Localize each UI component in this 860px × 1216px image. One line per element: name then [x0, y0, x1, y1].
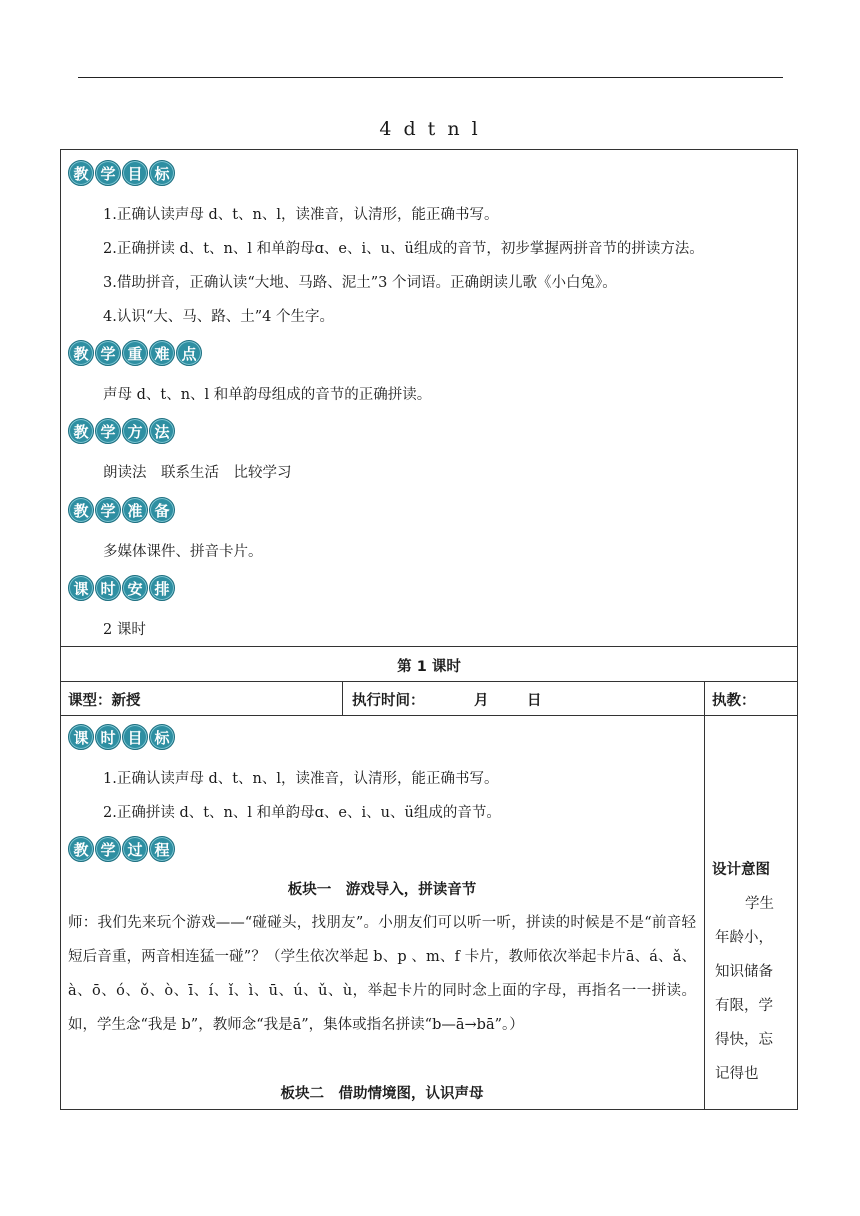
execution-time-label: 执行时间： — [352, 693, 425, 709]
goal-item: 4.认识“大、马、路、土”4 个生字。 — [103, 309, 334, 325]
heading-badge-char: 标 — [149, 160, 175, 186]
heading-badge-char: 教 — [68, 497, 94, 523]
heading-badge-char: 难 — [149, 340, 175, 366]
preparation-text: 多媒体课件、拼音卡片。 — [103, 544, 263, 560]
section-one-title: 板块一 游戏导入，拼读音节 — [287, 882, 477, 898]
lesson-goal-item: 1.正确认读声母 d、t、n、l，读准音，认清形，能正确书写。 — [103, 771, 499, 787]
heading-badge-char: 教 — [68, 340, 94, 366]
heading-badge-char: 时 — [95, 724, 121, 750]
lesson-goal-item: 2.正确拼读 d、t、n、l 和单韵母ɑ、e、i、u、ü组成的音节。 — [103, 805, 501, 821]
info-cell-divider — [342, 681, 343, 716]
heading-badge-char: 课 — [68, 575, 94, 601]
heading-badge-char: 法 — [149, 418, 175, 444]
heading-badge-char: 时 — [95, 575, 121, 601]
goal-item: 2.正确拼读 d、t、n、l 和单韵母ɑ、e、i、u、ü组成的音节，初步掌握两拼音节的拼读方法。 — [103, 241, 704, 257]
heading-badge-char: 学 — [95, 340, 121, 366]
design-intent-divider — [704, 715, 705, 1110]
heading-badge-char: 标 — [149, 724, 175, 750]
heading-badge-char: 学 — [95, 418, 121, 444]
design-intent-line: 记得也 — [715, 1066, 759, 1082]
heading-badge-char: 学 — [95, 497, 121, 523]
heading-badge-char: 目 — [122, 724, 148, 750]
heading-lesson-goals — [68, 724, 176, 750]
design-intent-line: 有限，学 — [715, 998, 773, 1014]
heading-badge-char: 教 — [68, 418, 94, 444]
lesson-title: 第 1 课时 — [397, 659, 461, 675]
heading-badge-char: 方 — [122, 418, 148, 444]
methods-text: 朗读法 联系生活 比较学习 — [103, 465, 292, 481]
heading-badge-char: 课 — [68, 724, 94, 750]
heading-badge-char: 排 — [149, 575, 175, 601]
heading-teaching-process — [68, 836, 176, 862]
schedule-text: 2 课时 — [103, 622, 146, 638]
heading-badge-char: 程 — [149, 836, 175, 862]
goal-item: 3.借助拼音，正确认读“大地、马路、泥土”3 个词语。正确朗读儿歌《小白兔》。 — [103, 275, 617, 291]
heading-badge-char: 安 — [122, 575, 148, 601]
goal-item: 1.正确认读声母 d、t、n、l，读准音，认清形，能正确书写。 — [103, 207, 499, 223]
design-intent-line: 得快，忘 — [715, 1032, 773, 1048]
heading-preparation — [68, 497, 176, 523]
heading-badge-char: 备 — [149, 497, 175, 523]
header-rule — [78, 77, 783, 78]
heading-badge-char: 过 — [122, 836, 148, 862]
teacher-label: 执教： — [712, 693, 756, 709]
section-two-title: 板块二 借助情境图，认识声母 — [280, 1086, 484, 1102]
design-intent-line: 学生 — [745, 896, 774, 912]
heading-teaching-goals — [68, 160, 176, 186]
heading-key-points — [68, 340, 203, 366]
page-title: 4 d t n l — [379, 118, 481, 140]
design-intent-line: 年龄小， — [715, 930, 773, 946]
execution-day: 日 — [527, 693, 542, 709]
heading-badge-char: 教 — [68, 836, 94, 862]
heading-badge-char: 学 — [95, 836, 121, 862]
section-one-text: 师：我们先来玩个游戏——“碰碰头，找朋友”。小朋友们可以听一听，拼读的时候是不是“前音轻短后音重，两音相连猛一碰”？（学生依次举起 b、p 、m、f 卡片，教师依次举起卡片ā、á、ǎ、à、ō、ó、ǒ、ò、ī、í、ǐ、ì、ū、ú、ǔ、ù，举起卡片的同时念上面的字母，再指名一一拼读。如，学生念“我是 b”，教师念“我是ā”，集体或指名拼读“b—ā→bā”。） — [68, 915, 696, 1033]
lesson-type: 课型：新授 — [68, 693, 141, 709]
heading-schedule — [68, 575, 176, 601]
lesson-info-row — [60, 681, 798, 716]
execution-month: 月 — [474, 693, 489, 709]
heading-badge-char: 准 — [122, 497, 148, 523]
heading-badge-char: 目 — [122, 160, 148, 186]
heading-badge-char: 重 — [122, 340, 148, 366]
info-cell-divider — [704, 681, 705, 716]
heading-badge-char: 学 — [95, 160, 121, 186]
design-intent-label: 设计意图 — [712, 862, 770, 878]
key-points-text: 声母 d、t、n、l 和单韵母组成的音节的正确拼读。 — [103, 387, 432, 403]
heading-methods — [68, 418, 176, 444]
heading-badge-char: 教 — [68, 160, 94, 186]
design-intent-line: 知识储备 — [715, 964, 773, 980]
heading-badge-char: 点 — [176, 340, 202, 366]
